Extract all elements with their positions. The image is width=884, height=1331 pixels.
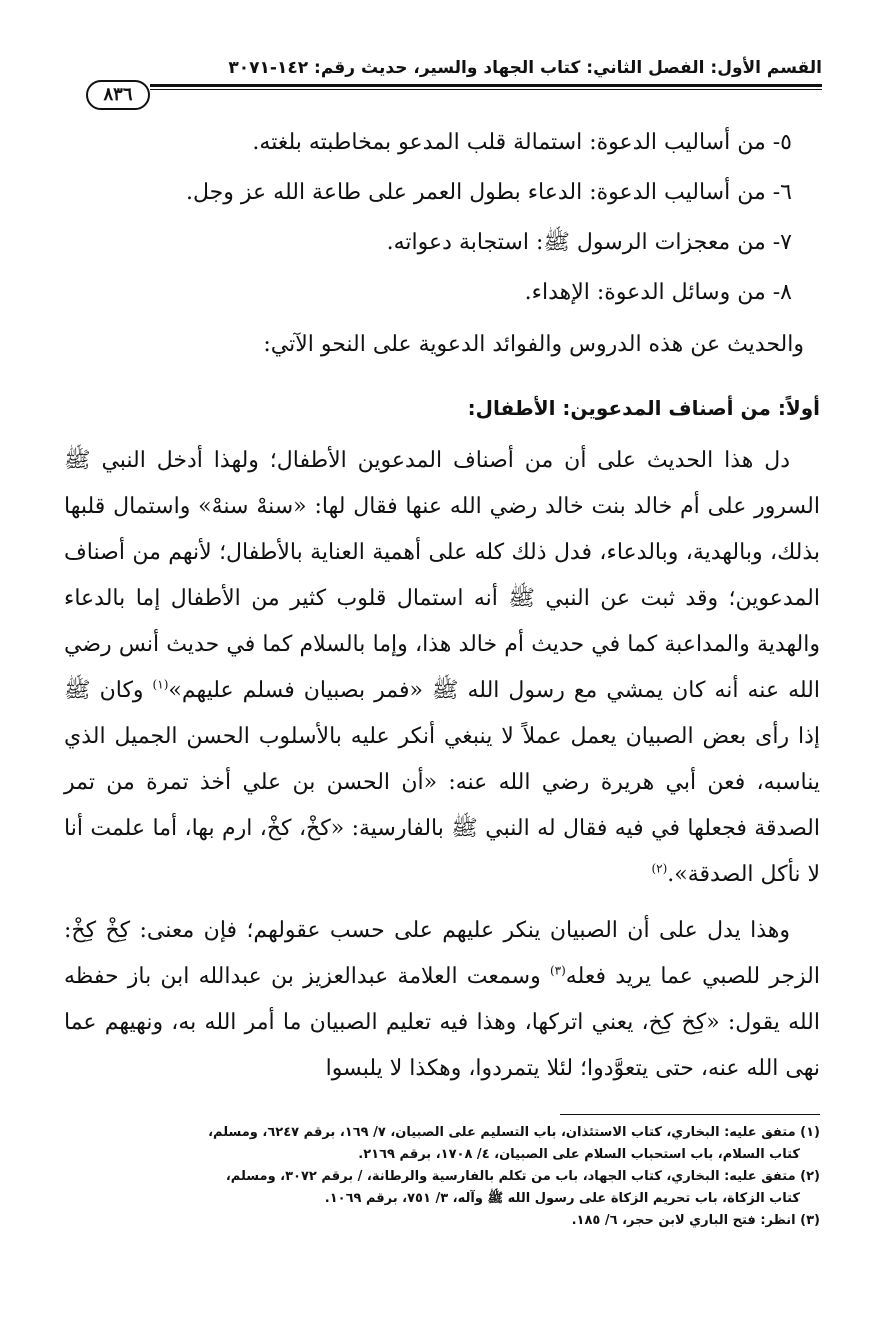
footnote-ref-2[interactable]: (٢): [651, 861, 668, 876]
list-item: ٨- من وسائل الدعوة: الإهداء.: [524, 280, 792, 305]
main-text: [64, 118, 820, 1102]
footnote-3: (٣) انظر: فتح الباري لابن حجر، ٦/ ١٨٥.: [571, 1213, 820, 1228]
header-rule-thick: [150, 84, 822, 87]
footnote-2-continued: كتاب الزكاة، باب تحريم الزكاة على رسول الله ﷺ وآله، ٣/ ٧٥١، برقم ١٠٦٩.: [324, 1191, 800, 1206]
section-heading: أولاً: من أصناف المدعوين: الأطفال:: [467, 396, 820, 420]
paragraph-1-text-a: دل هذا الحديث على أن من أصناف المدعوين الأطفال؛ ولهذا أدخل النبي ﷺ السرور على أم خالد بنت خالد رضي الله عنها فقال لها: «سنهْ سنهْ» واستمال قلبها بذلك، وبالهدية، وبالدعاء، فدل ذلك كله على أهمية العناية بالأطفال؛ لأنهم من أصناف المدعوين؛ وقد ثبت عن النبي ﷺ أنه استمال قلوب كثير من الأطفال إما بالدعاء والهدية والمداعبة كما في حديث أم خالد هذا، وإما بالسلام كما في حديث أنس رضي الله عنه أنه كان يمشي مع رسول الله ﷺ «فمر بصبيان فسلم عليهم»: [64, 448, 820, 703]
list-item: ٥- من أساليب الدعوة: استمالة قلب المدعو بمخاطبته بلغته.: [252, 130, 792, 155]
header-rule: [150, 84, 822, 90]
footnote-ref-1[interactable]: (١): [152, 677, 169, 692]
paragraph-2-text-b: وسمعت العلامة عبدالعزيز بن عبدالله ابن باز حفظه الله يقول: «كِخ كِخ، يعني اتركها، وهذا فيه تعليم الصبيان ما أمر الله به، ونهيهم عما نهى الله عنه، حتى يتعوَّدوا؛ لئلا يتمردوا، وهكذا لا يلبسوا: [64, 964, 820, 1081]
page-number: ٨٣٦: [86, 80, 150, 110]
footnote-1: (١) متفق عليه: البخاري، كتاب الاستئذان، باب التسليم على الصبيان، ٧/ ١٦٩، برقم ٦٢٤٧، ومسلم،: [208, 1125, 820, 1140]
footnote-separator: [560, 1114, 820, 1115]
running-header: القسم الأول: الفصل الثاني: كتاب الجهاد والسير، حديث رقم: ١٤٢-٣٠٧١: [228, 58, 822, 78]
footnotes: [62, 1122, 820, 1232]
footnote-ref-3[interactable]: (٣): [549, 963, 566, 978]
paragraph-2: [64, 908, 820, 1092]
paragraph-1: [64, 438, 820, 898]
paragraph-2-text-a: وهذا يدل على أن الصبيان ينكر عليهم على حسب عقولهم؛ فإن معنى: كِخْ كِخْ: الزجر للصبي عما يريد فعله: [64, 918, 820, 989]
footnote-1-continued: كتاب السلام، باب استحباب السلام على الصبيان، ٤/ ١٧٠٨، برقم ٢١٦٩.: [358, 1147, 800, 1162]
list-item: ٦- من أساليب الدعوة: الدعاء بطول العمر على طاعة الله عز وجل.: [186, 180, 792, 205]
paragraph-1-text-b: وكان ﷺ إذا رأى بعض الصبيان يعمل عملاً لا ينبغي أنكر عليه بالأسلوب الحسن الجميل الذي يناسبه، فعن أبي هريرة رضي الله عنه: «أن الحسن بن علي أخذ تمرة من تمر الصدقة فجعلها في فيه فقال له النبي ﷺ بالفارسية: «كخْ، كخْ، ارم بها، أما علمت أنا لا نأكل الصدقة».: [64, 678, 821, 887]
intro-line: والحديث عن هذه الدروس والفوائد الدعوية على النحو الآتي:: [263, 332, 804, 357]
list-item: ٧- من معجزات الرسول ﷺ: استجابة دعواته.: [386, 230, 792, 255]
header-rule-thin: [150, 89, 822, 90]
footnote-2: (٢) متفق عليه: البخاري، كتاب الجهاد، باب من تكلم بالفارسية والرطانة، / برقم ٣٠٧٢، ومسلم،: [225, 1169, 820, 1184]
